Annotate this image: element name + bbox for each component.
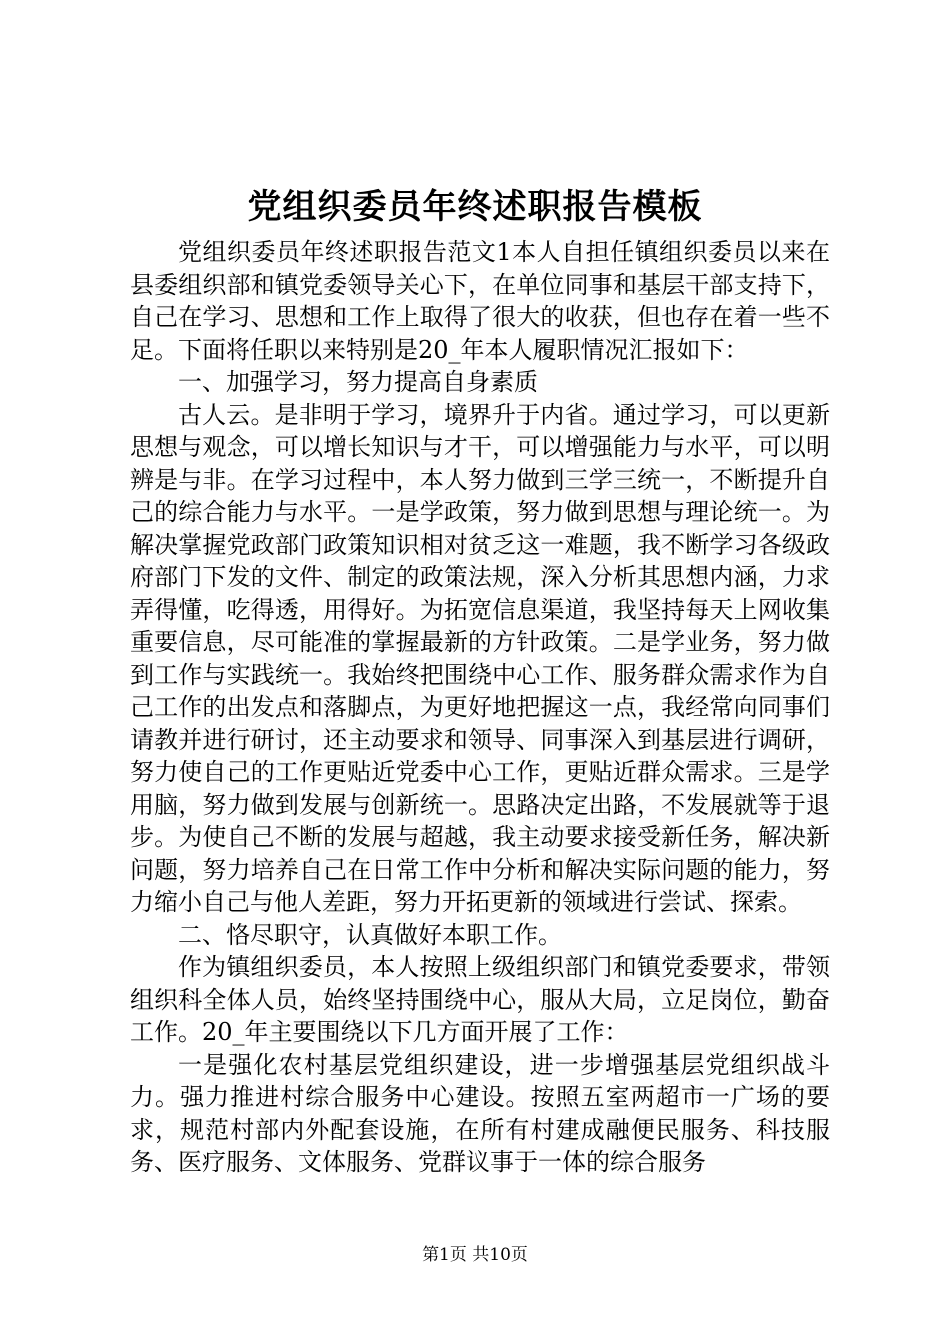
document-body bbox=[130, 236, 830, 1179]
paragraph-party-building: 一是强化农村基层党组织建设，进一步增强基层党组织战斗力。强力推进村综合服务中心建设。按照五室两超市一广场的要求，规范村部内外配套设施，在所有村建成融便民服务、科技服务、医疗服务、文体服务、党群议事于一体的综合服务 bbox=[130, 1050, 830, 1176]
section-heading-2: 二、恪尽职守，认真做好本职工作。 bbox=[178, 920, 562, 949]
paragraph-duties: 作为镇组织委员，本人按照上级组织部门和镇党委要求，带领组织科全体人员，始终坚持围绕中心，服从大局，立足岗位，勤奋工作。20_年主要围绕以下几方面开展了工作： bbox=[130, 953, 830, 1046]
paragraph-intro: 党组织委员年终述职报告范文1本人自担任镇组织委员以来在县委组织部和镇党委领导关心下，在单位同事和基层干部支持下，自己在学习、思想和工作上取得了很大的收获，但也存在着一些不足。下面将任职以来特别是20_年本人履职情况汇报如下： bbox=[130, 238, 830, 364]
document-title: 党组织委员年终述职报告模板 bbox=[247, 187, 703, 227]
paragraph-study: 古人云。是非明于学习，境界升于内省。通过学习，可以更新思想与观念，可以增长知识与才干，可以增强能力与水平，可以明辨是与非。在学习过程中，本人努力做到三学三统一，不断提升自己的综合能力与水平。一是学政策，努力做到思想与理论统一。为解决掌握党政部门政策知识相对贫乏这一难题，我不断学习各级政府部门下发的文件、制定的政策法规，深入分析其思想内涵，力求弄得懂，吃得透，用得好。为拓宽信息渠道，我坚持每天上网收集重要信息，尽可能准的掌握最新的方针政策。二是学业务，努力做到工作与实践统一。我始终把围绕中心工作、服务群众需求作为自己工作的出发点和落脚点，为更好地把握这一点，我经常向同事们请教并进行研讨，还主动要求和领导、同事深入到基层进行调研，努力使自己的工作更贴近党委中心工作，更贴近群众需求。三是学用脑，努力做到发展与创新统一。思路决定出路，不发展就等于退步。为使自己不断的发展与超越，我主动要求接受新任务，解决新问题，努力培养自己在日常工作中分析和解决实际问题的能力，努力缩小自己与他人差距，努力开拓更新的领域进行尝试、探索。 bbox=[130, 400, 830, 916]
page-indicator: 第1页 共10页 bbox=[422, 1245, 528, 1265]
section-heading-1: 一、加强学习，努力提高自身素质 bbox=[178, 368, 538, 396]
page-footer bbox=[0, 1244, 950, 1266]
